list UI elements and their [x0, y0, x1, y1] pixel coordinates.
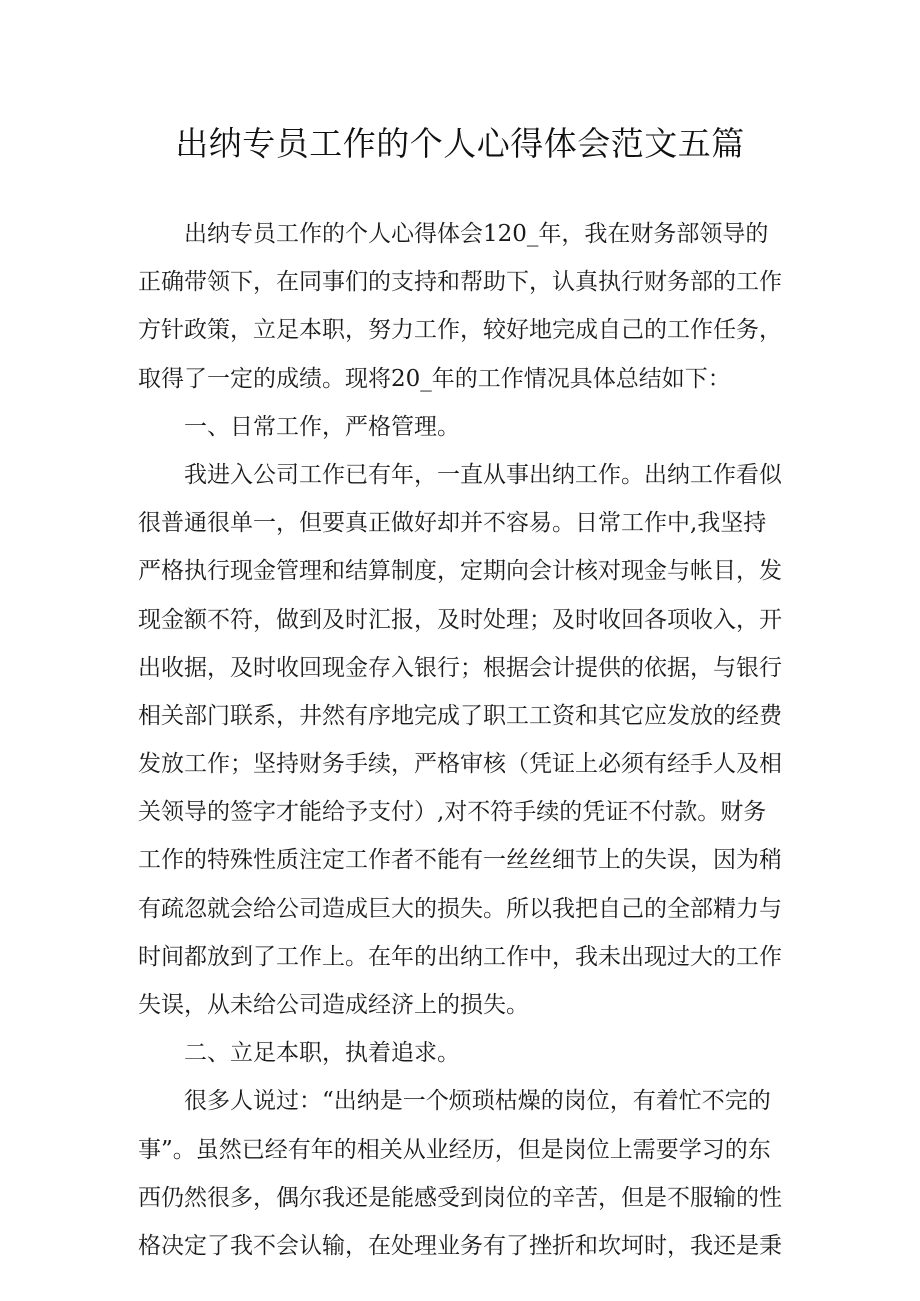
document-body	[138, 210, 790, 1270]
text-line: 格决定了我不会认输，在处理业务有了挫折和坎坷时，我还是秉	[138, 1232, 782, 1259]
text-line: 西仍然很多，偶尔我还是能感受到岗位的辛苦，但是不服输的性	[138, 1184, 782, 1211]
text-line: 关领导的签字才能给予支付）,对不符手续的凭证不付款。财务	[138, 799, 767, 826]
text-line: 有疏忽就会给公司造成巨大的损失。所以我把自己的全部精力与	[138, 895, 782, 922]
text-line: 很多人说过：“出纳是一个烦琐枯燥的岗位，有着忙不完的	[184, 1088, 771, 1115]
text-line: 工作的特殊性质注定工作者不能有一丝丝细节上的失误，因为稍	[138, 847, 782, 874]
text-line: 时间都放到了工作上。在年的出纳工作中，我未出现过大的工作	[138, 943, 782, 970]
text-line: 正确带领下，在同事们的支持和帮助下，认真执行财务部的工作	[138, 269, 782, 296]
text-line: 很普通很单一，但要真正做好却并不容易。日常工作中,我坚持	[138, 510, 767, 537]
text-line: 事”。虽然已经有年的相关从业经历，但是岗位上需要学习的东	[138, 1136, 771, 1163]
text-line: 相关部门联系，井然有序地完成了职工工资和其它应发放的经费	[138, 702, 782, 729]
text-line: 二、立足本职，执着追求。	[184, 1040, 460, 1067]
document-title: 出纳专员工作的个人心得体会范文五篇	[175, 124, 745, 163]
text-line: 一、日常工作，严格管理。	[184, 413, 460, 440]
text-line: 我进入公司工作已有年，一直从事出纳工作。出纳工作看似	[184, 461, 782, 488]
text-line: 取得了一定的成绩。现将20_年的工作情况具体总结如下：	[138, 365, 731, 392]
text-line: 发放工作；坚持财务手续，严格审核（凭证上必须有经手人及相	[138, 751, 782, 778]
text-line: 方针政策，立足本职，努力工作，较好地完成自己的工作任务，	[138, 317, 782, 344]
text-line: 出纳专员工作的个人心得体会120_年，我在财务部领导的	[184, 221, 769, 247]
text-line: 严格执行现金管理和结算制度，定期向会计核对现金与帐目，发	[138, 558, 782, 585]
text-line: 出收据，及时收回现金存入银行；根据会计提供的依据，与银行	[138, 654, 782, 681]
text-line: 现金额不符，做到及时汇报，及时处理；及时收回各项收入，开	[138, 606, 782, 633]
text-line: 失误，从未给公司造成经济上的损失。	[138, 992, 529, 1018]
